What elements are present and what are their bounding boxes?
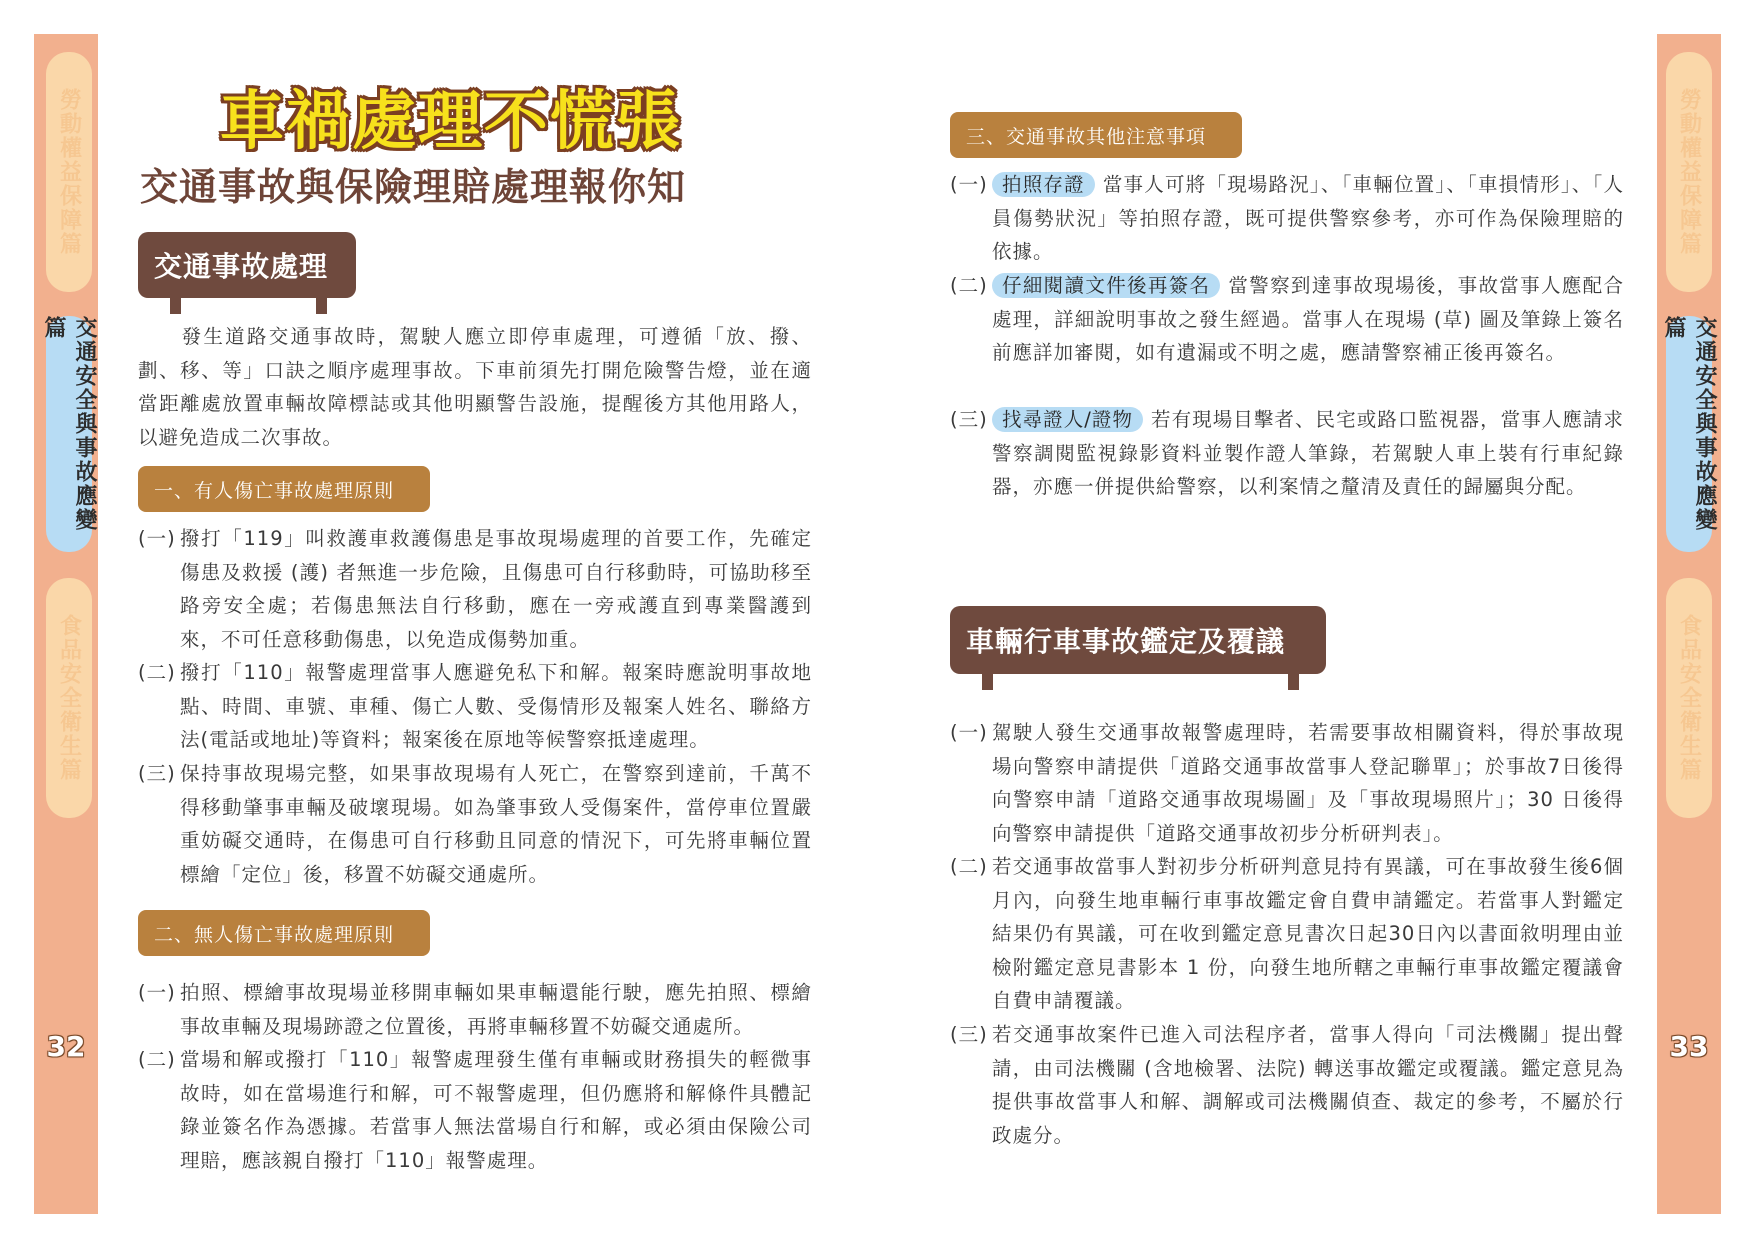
sign-leg xyxy=(170,296,181,314)
list-item-number: (一) xyxy=(950,173,988,196)
list-item-number: (二) xyxy=(138,1048,176,1071)
highlight-tag: 找尋證人/證物 xyxy=(992,407,1143,432)
page-number-left: 32 xyxy=(46,1030,86,1063)
page-title: 車禍處理不慌張 xyxy=(220,85,682,159)
sign-leg xyxy=(982,672,993,690)
list-item-number: (三) xyxy=(950,1023,988,1046)
right-tab-traffic[interactable]: 交通安全與事故應變篇 xyxy=(1666,316,1712,552)
page-number-right: 33 xyxy=(1669,1030,1709,1063)
list-item xyxy=(950,168,1624,269)
list-item xyxy=(138,976,812,1043)
page-subtitle: 交通事故與保險理賠處理報你知 xyxy=(140,165,687,209)
list-item xyxy=(138,656,812,757)
list-item-number: (一) xyxy=(950,721,988,744)
list-item-text: 若交通事故案件已進入司法程序者，當事人得向「司法機關」提出聲請，由司法機關 (含地檢署、法院) 轉送事故鑑定或覆議。鑑定意見為提供事故當事人和解、調解或司法機關偵查、裁定的參考，不屬於行政處分。 xyxy=(992,1023,1624,1147)
list-item-number: (三) xyxy=(950,408,988,431)
list-item xyxy=(950,850,1624,1018)
left-tab-labor[interactable]: 勞動權益保障篇 xyxy=(46,52,92,292)
subsection-label-other-notes: 三、交通事故其他注意事項 xyxy=(950,112,1242,158)
list-item-text: 撥打「110」報警處理當事人應避免私下和解。報案時應說明事故地點、時間、車號、車種、傷亡人數、受傷情形及報案人姓名、聯絡方法(電話或地址)等資料；報案後在原地等候警察抵達處理。 xyxy=(180,661,812,751)
section-heading-appraisal: 車輛行車事故鑑定及覆議 xyxy=(950,606,1326,674)
sign-leg xyxy=(1288,672,1299,690)
list-item-text: 找尋證人/證物 若有現場目擊者、民宅或路口監視器，當事人應請求警察調閱監視錄影資料並製作證人筆錄，若駕駛人車上裝有行車紀錄器，亦應一併提供給警察，以利案情之釐清及責任的歸屬與分配。 xyxy=(992,408,1624,498)
list-item-number: (二) xyxy=(138,661,176,684)
list-item xyxy=(950,716,1624,850)
list-item-text: 仔細閱讀文件後再簽名 當警察到達事故現場後，事故當事人應配合處理，詳細說明事故之發生經過。當事人在現場 (草) 圖及筆錄上簽名前應詳加審閱，如有遺漏或不明之處，應請警察補正後再簽名。 xyxy=(992,274,1624,364)
right-tab-food[interactable]: 食品安全衛生篇 xyxy=(1666,578,1712,818)
list-item xyxy=(138,1043,812,1177)
highlight-tag: 拍照存證 xyxy=(992,172,1095,197)
list-item-text: 保持事故現場完整，如果事故現場有人死亡，在警察到達前，千萬不得移動肇事車輛及破壞現場。如為肇事致人受傷案件，當停車位置嚴重妨礙交通時，在傷患可自行移動且同意的情況下，可先將車輛位置標繪「定位」後，移置不妨礙交通處所。 xyxy=(180,762,812,886)
list-item-text: 當場和解或撥打「110」報警處理發生僅有車輛或財務損失的輕微事故時，如在當場進行和解，可不報警處理，但仍應將和解條件具體記錄並簽名作為憑據。若當事人無法當場自行和解，或必須由保險公司理賠，應該親自撥打「110」報警處理。 xyxy=(180,1048,812,1172)
sign-leg xyxy=(316,296,327,314)
list-item-number: (一) xyxy=(138,981,176,1004)
section-intro: 發生道路交通事故時，駕駛人應立即停車處理，可遵循「放、撥、劃、移、等」口訣之順序處理事故。下車前須先打開危險警告燈，並在適當距離處放置車輛故障標誌或其他明顯警告設施，提醒後方其他用路人，以避免造成二次事故。 xyxy=(138,325,812,449)
subsection-label-casualty: 一、有人傷亡事故處理原則 xyxy=(138,466,430,512)
list-item-text: 拍照、標繪事故現場並移開車輛如果車輛還能行駛，應先拍照、標繪事故車輛及現場跡證之位置後，再將車輛移置不妨礙交通處所。 xyxy=(180,981,812,1038)
right-tab-labor[interactable]: 勞動權益保障篇 xyxy=(1666,52,1712,292)
highlight-tag: 仔細閱讀文件後再簽名 xyxy=(992,273,1220,298)
list-item xyxy=(138,757,812,891)
list-item-text: 撥打「119」叫救護車救護傷患是事故現場處理的首要工作，先確定傷患及救援 (護) 者無進一步危險，且傷患可自行移動時，可協助移至路旁安全處；若傷患無法自行移動，應在一旁戒護直到專業醫護到來，不可任意移動傷患，以免造成傷勢加重。 xyxy=(180,527,812,651)
list-item-text: 若交通事故當事人對初步分析研判意見持有異議，可在事故發生後6個月內，向發生地車輛行車事故鑑定會自費申請鑑定。若當事人對鑑定結果仍有異議，可在收到鑑定意見書次日起30日內以書面敘明理由並檢附鑑定意見書影本 1 份，向發生地所轄之車輛行車事故鑑定覆議會自費申請覆議。 xyxy=(992,855,1624,1012)
list-item xyxy=(950,403,1624,504)
list-item-text: 駕駛人發生交通事故報警處理時，若需要事故相關資料，得於事故現場向警察申請提供「道路交通事故當事人登記聯單」；於事故7日後得向警察申請「道路交通事故現場圖」及「事故現場照片」；30 日後得向警察申請提供「道路交通事故初步分析研判表」。 xyxy=(992,721,1624,845)
left-tab-traffic[interactable]: 交通安全與事故應變篇 xyxy=(46,316,92,552)
list-item xyxy=(950,1018,1624,1152)
subsection-label-no-casualty: 二、無人傷亡事故處理原則 xyxy=(138,910,430,956)
list-item-number: (三) xyxy=(138,762,176,785)
list-item xyxy=(950,269,1624,370)
list-item-text: 拍照存證 當事人可將「現場路況」、「車輛位置」、「車損情形」、「人員傷勢狀況」等拍照存證，既可提供警察參考，亦可作為保險理賠的依據。 xyxy=(992,173,1624,263)
list-item-number: (二) xyxy=(950,274,988,297)
left-tab-food[interactable]: 食品安全衛生篇 xyxy=(46,578,92,818)
list-item-number: (二) xyxy=(950,855,988,878)
list-item-number: (一) xyxy=(138,527,176,550)
list-item xyxy=(138,522,812,656)
section-heading-traffic-accident: 交通事故處理 xyxy=(138,232,356,298)
